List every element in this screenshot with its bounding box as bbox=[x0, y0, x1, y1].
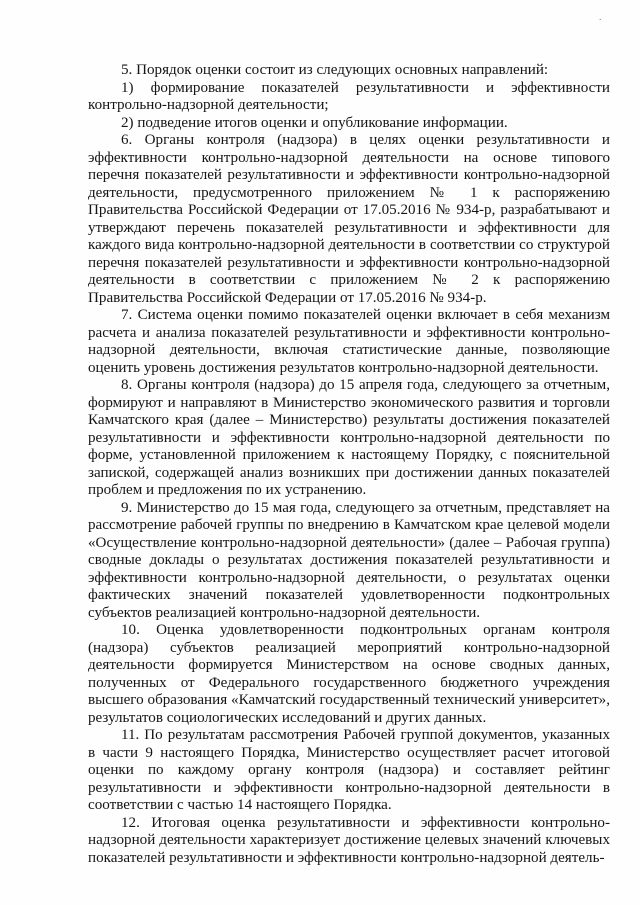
paragraph-8: 8. Органы контроля (надзора) до 15 апреля года, следующего за отчетным, формируют и направляют в Министерство экономического развития и торговли Камчатского края (далее – Министерство) результаты достижения показателей результативности и эффективности контрольно-надзорной деятельности по форме, установленной приложением к настоящему Порядку, с пояснительной запиской, содержащей анализ возникших при достижении данных показателей проблем и предложения по их устранению. bbox=[88, 377, 610, 498]
paragraph-7: 7. Система оценки помимо показателей оценки включает в себя механизм расчета и анализа показателей результативности и эффективности контрольно-надзорной деятельности, включая статистические данные, позволяющие оценить уровень достижения результатов контрольно-надзорной деятельности. bbox=[88, 307, 610, 376]
corner-mark: · bbox=[598, 14, 602, 26]
paragraph-10: 10. Оценка удовлетворенности подконтрольных органам контроля (надзора) субъектов реализацией мероприятий контрольно-надзорной деятельности формируется Министерством на основе сводных данных, полученных от Федерального государственного бюджетного учреждения высшего образования «Камчатский государственный технический университет», результатов социологических исследований и других данных. bbox=[88, 622, 610, 726]
paragraph-5: 5. Порядок оценки состоит из следующих основных направлений: bbox=[121, 62, 549, 78]
document-body bbox=[88, 62, 610, 867]
paragraph-6: 6. Органы контроля (надзора) в целях оценки результативности и эффективности контрольно-надзорной деятельности на основе типового перечня показателей результативности и эффективности контрольно-надзорной деятельности, предусмотренного приложением № 1 к распоряжению Правительства Российской Федерации от 17.05.2016 № 934-р, разрабатывают и утверждают перечень показателей результативности и эффективности для каждого вида контрольно-надзорной деятельности в соответствии со структурой перечня показателей результативности и эффективности контрольно-надзорной деятельности в соответствии с приложением № 2 к распоряжению Правительства Российской Федерации от 17.05.2016 № 934-р. bbox=[88, 132, 610, 306]
paragraph-11: 11. По результатам рассмотрения Рабочей группой документов, указанных в части 9 настоящего Порядка, Министерство осуществляет расчет итоговой оценки по каждому органу контроля (надзора) и составляет рейтинг результативности и эффективности контрольно-надзорной деятельности в соответствии с частью 14 настоящего Порядка. bbox=[88, 727, 610, 813]
paragraph-9: 9. Министерство до 15 мая года, следующего за отчетным, представляет на рассмотрение рабочей группы по внедрению в Камчатском крае целевой модели «Осуществление контрольно-надзорной деятельности» (далее – Рабочая группа) сводные доклады о результатах достижения показателей результативности и эффективности контрольно-надзорной деятельности, о результатах оценки фактических значений показателей удовлетворенности подконтрольных субъектов реализацией контрольно-надзорной деятельности. bbox=[88, 499, 610, 621]
paragraph-12: 12. Итоговая оценка результативности и эффективности контрольно-надзорной деятельности характеризует достижение целевых значений ключевых показателей результативности и эффективности контрольно-надзорной деятель- bbox=[88, 814, 610, 866]
paragraph-5-item-2: 2) подведение итогов оценки и опубликование информации. bbox=[121, 114, 508, 131]
paragraph-5-item-1: 1) формирование показателей результативности и эффективности контрольно-надзорной деятельности; bbox=[88, 79, 610, 113]
